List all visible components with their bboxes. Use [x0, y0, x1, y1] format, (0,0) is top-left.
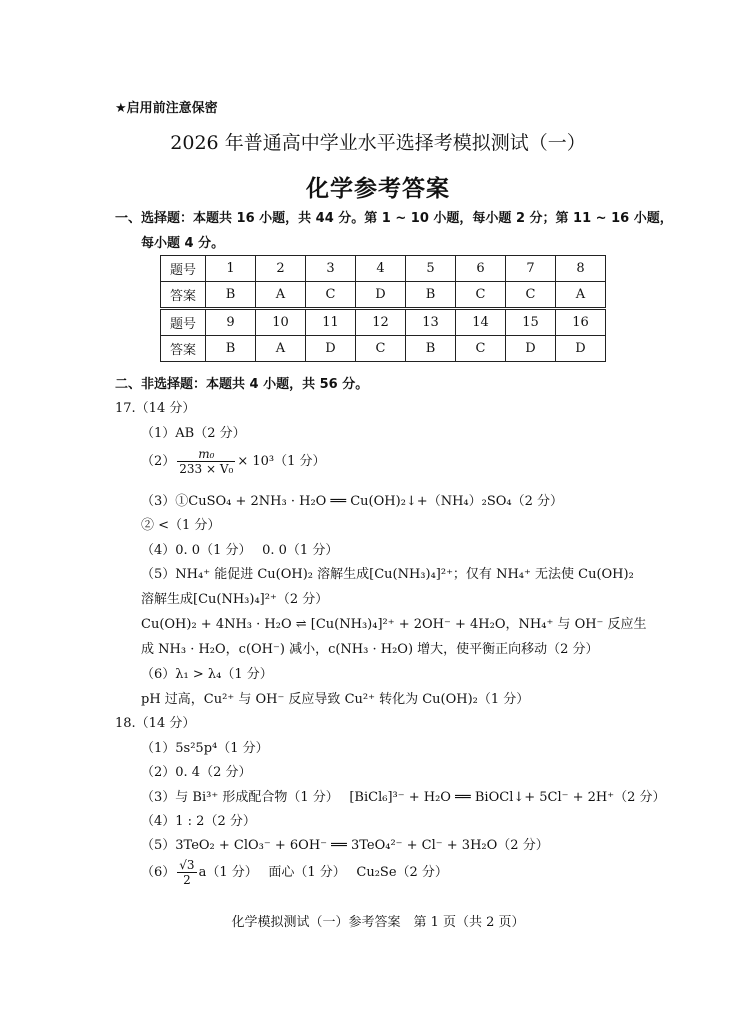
answer-cell: B — [206, 282, 256, 309]
table-row — [161, 309, 606, 336]
answer-cell: C — [506, 282, 556, 309]
question-number: 10 — [256, 309, 306, 336]
q18-part2: （2）0. 4（2 分） — [141, 765, 252, 780]
question-number: 14 — [456, 309, 506, 336]
question-number: 7 — [506, 256, 556, 282]
q17-heading: 17.（14 分） — [115, 401, 196, 416]
q17-part2-suffix: × 10³（1 分） — [237, 454, 326, 469]
question-number: 2 — [256, 256, 306, 282]
page-footer: 化学模拟测试（一）参考答案 第 1 页（共 2 页） — [231, 915, 525, 930]
table-row — [161, 336, 606, 362]
fraction-denominator: 233 × V₀ — [179, 462, 234, 476]
q18-part4: （4）1 : 2（2 分） — [141, 814, 256, 829]
q18-part3: （3）与 Bi³⁺ 形成配合物（1 分） [BiCl₆]³⁻ + H₂O ══ BiOCl↓+ 5Cl⁻ + 2H⁺（2 分） — [141, 790, 666, 805]
q17-part4: （4）0. 0（1 分） 0. 0（1 分） — [141, 543, 339, 558]
answer-cell: B — [406, 282, 456, 309]
q18-fraction — [177, 858, 196, 887]
row-label-question: 题号 — [161, 309, 206, 336]
q18-heading: 18.（14 分） — [115, 716, 196, 731]
q17-part5-line4: 成 NH₃ · H₂O，c(OH⁻) 减小，c(NH₃ · H₂O) 增大，使平衡正向移动（2 分） — [141, 642, 599, 657]
row-label-answer: 答案 — [161, 336, 206, 362]
answer-cell: C — [306, 282, 356, 309]
section2-heading: 二、非选择题：本题共 4 小题，共 56 分。 — [115, 377, 369, 392]
row-label-question: 题号 — [161, 256, 206, 282]
question-number: 3 — [306, 256, 356, 282]
answer-cell: A — [256, 336, 306, 362]
answer-cell: D — [556, 336, 606, 362]
question-number: 1 — [206, 256, 256, 282]
fraction-numerator: m₀ — [177, 447, 235, 462]
fraction-numerator: √3 — [179, 858, 195, 872]
question-number: 6 — [456, 256, 506, 282]
q17-part5-line2: 溶解生成[Cu(NH₃)₄]²⁺（2 分） — [141, 592, 329, 607]
q17-part1: （1）AB（2 分） — [141, 426, 246, 441]
question-number: 12 — [356, 309, 406, 336]
confidential-notice: ★启用前注意保密 — [115, 101, 218, 116]
table-row — [161, 256, 606, 282]
q17-part2 — [141, 447, 326, 476]
answer-cell: D — [506, 336, 556, 362]
fraction-denominator: 2 — [183, 873, 191, 887]
section1-heading-cont: 每小题 4 分。 — [141, 236, 225, 251]
answer-cell: D — [356, 282, 406, 309]
answer-cell: A — [556, 282, 606, 309]
question-number: 13 — [406, 309, 456, 336]
q17-fraction — [177, 447, 235, 476]
question-number: 16 — [556, 309, 606, 336]
q17-part6-line1: （6）λ₁ > λ₄（1 分） — [141, 667, 273, 682]
answer-cell: C — [456, 336, 506, 362]
q17-part5-line3: Cu(OH)₂ + 4NH₃ · H₂O ⇌ [Cu(NH₃)₄]²⁺ + 2OH⁻ + 4H₂O，NH₄⁺ 与 OH⁻ 反应生 — [141, 617, 647, 632]
row-label-answer: 答案 — [161, 282, 206, 309]
q17-part3: （3）①CuSO₄ + 2NH₃ · H₂O ══ Cu(OH)₂↓+（NH₄）₂SO₄（2 分） — [141, 494, 564, 509]
section1-heading: 一、选择题：本题共 16 小题，共 44 分。第 1 ~ 10 小题，每小题 2 分；第 11 ~ 16 小题， — [115, 211, 673, 226]
answer-cell: A — [256, 282, 306, 309]
question-number: 15 — [506, 309, 556, 336]
q17-part2-prefix: （2） — [141, 454, 176, 469]
question-number: 9 — [206, 309, 256, 336]
answer-key-heading: 化学参考答案 — [306, 176, 450, 202]
answer-cell: C — [456, 282, 506, 309]
q18-part5: （5）3TeO₂ + ClO₃⁻ + 6OH⁻ ══ 3TeO₄²⁻ + Cl⁻ + 3H₂O（2 分） — [141, 838, 549, 853]
answer-cell: B — [406, 336, 456, 362]
question-number: 11 — [306, 309, 356, 336]
q17-part6-line2: pH 过高，Cu²⁺ 与 OH⁻ 反应导致 Cu²⁺ 转化为 Cu(OH)₂（1 分） — [141, 692, 530, 707]
question-number: 8 — [556, 256, 606, 282]
q18-part1: （1）5s²5p⁴（1 分） — [141, 741, 269, 756]
q18-part6-suffix: a（1 分） 面心（1 分） Cu₂Se（2 分） — [198, 865, 448, 880]
q18-part6-prefix: （6） — [141, 865, 176, 880]
answer-cell: B — [206, 336, 256, 362]
answer-cell: C — [356, 336, 406, 362]
q17-part3b: ② <（1 分） — [141, 518, 221, 533]
table-row — [161, 282, 606, 309]
answer-cell: D — [306, 336, 356, 362]
q18-part6 — [141, 858, 448, 887]
choice-answer-table — [160, 255, 606, 362]
question-number: 4 — [356, 256, 406, 282]
q17-part5-line1: （5）NH₄⁺ 能促进 Cu(OH)₂ 溶解生成[Cu(NH₃)₄]²⁺；仅有 NH₄⁺ 无法使 Cu(OH)₂ — [141, 567, 634, 582]
question-number: 5 — [406, 256, 456, 282]
exam-title: 2026 年普通高中学业水平选择考模拟测试（一） — [170, 132, 586, 154]
